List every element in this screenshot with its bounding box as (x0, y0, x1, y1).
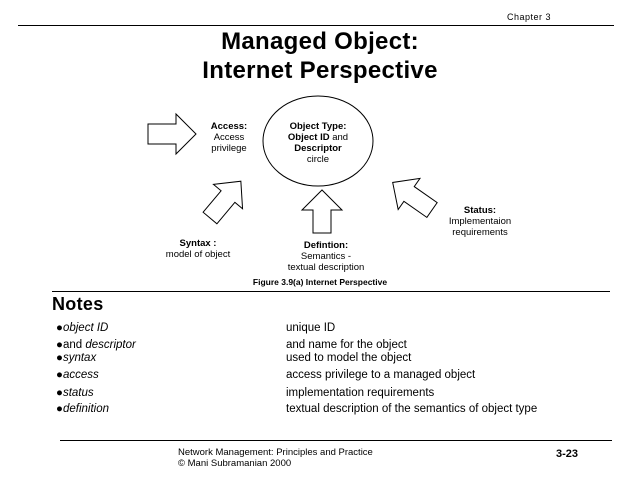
note-term-text: status (62, 387, 94, 399)
note-desc: access privilege to a managed object (286, 369, 476, 381)
access-label (196, 121, 262, 154)
chapter-label: Chapter 3 (507, 12, 552, 22)
note-term-text: object ID (62, 322, 109, 334)
bullet-icon: ● (56, 339, 63, 351)
footer-rule (60, 440, 612, 441)
definition-arrow (302, 190, 342, 233)
syntax-arrow (195, 169, 255, 230)
definition-title: Defintion: (303, 240, 349, 251)
page-number: 3-23 (556, 448, 579, 460)
note-term (56, 369, 99, 381)
note-row (56, 403, 616, 433)
footer-text (178, 447, 373, 469)
note-row (56, 322, 616, 338)
footer-line1: Network Management: Principles and Practice (178, 447, 373, 458)
bullet-icon: ● (56, 369, 63, 381)
note-term-text: access (62, 369, 99, 381)
footer-line2: © Mani Subramanian 2000 (178, 458, 292, 469)
object-type-title: Object Type: (289, 121, 347, 132)
note-term (56, 403, 109, 415)
descriptor-term: Descriptor (294, 143, 342, 154)
object-type-label (268, 121, 368, 165)
note-desc: and name for the object (286, 339, 407, 351)
note-row (56, 369, 616, 385)
bullet-icon: ● (56, 403, 63, 415)
object-id-and: and (329, 132, 349, 143)
object-id-term: Object ID (287, 132, 330, 143)
note-desc: unique ID (286, 322, 336, 334)
bullet-icon: ● (56, 387, 63, 399)
caption-rule (52, 291, 610, 292)
bullet-icon: ● (56, 352, 63, 364)
note-term-text: descriptor (85, 339, 136, 351)
note-term (56, 322, 108, 334)
syntax-title: Syntax : (179, 238, 217, 249)
definition-label (268, 240, 384, 273)
status-label (428, 205, 532, 238)
note-term-text: syntax (62, 352, 97, 364)
note-row (56, 387, 616, 403)
note-term-text: definition (62, 403, 109, 415)
note-desc: textual description of the semantics of object type (286, 403, 538, 415)
slide-title-line2: Internet Perspective (202, 57, 438, 84)
object-id-line (268, 132, 368, 143)
note-desc: implementation requirements (286, 387, 435, 399)
status-title: Status: (463, 205, 497, 216)
syntax-label (144, 238, 252, 260)
access-line1: Access (213, 132, 245, 143)
note-term (56, 352, 96, 364)
status-line1: Implementaion (448, 216, 512, 227)
note-term (56, 387, 94, 399)
access-title: Access: (210, 121, 248, 132)
slide-title-line1: Managed Object: (221, 28, 419, 55)
note-desc: used to model the object (286, 352, 412, 364)
notes-heading: Notes (52, 294, 104, 314)
circle-word: circle (306, 154, 330, 165)
figure-caption: Figure 3.9(a) Internet Perspective (252, 277, 388, 287)
definition-line2: textual description (287, 262, 365, 273)
note-prefix: and (62, 339, 86, 351)
definition-line1: Semantics - (300, 251, 352, 262)
bullet-icon: ● (56, 322, 63, 334)
status-line2: requirements (452, 227, 508, 238)
note-row (56, 352, 616, 368)
access-line2: privilege (211, 143, 247, 154)
syntax-line1: model of object (165, 249, 231, 260)
note-term (56, 339, 136, 351)
access-arrow (148, 114, 196, 154)
